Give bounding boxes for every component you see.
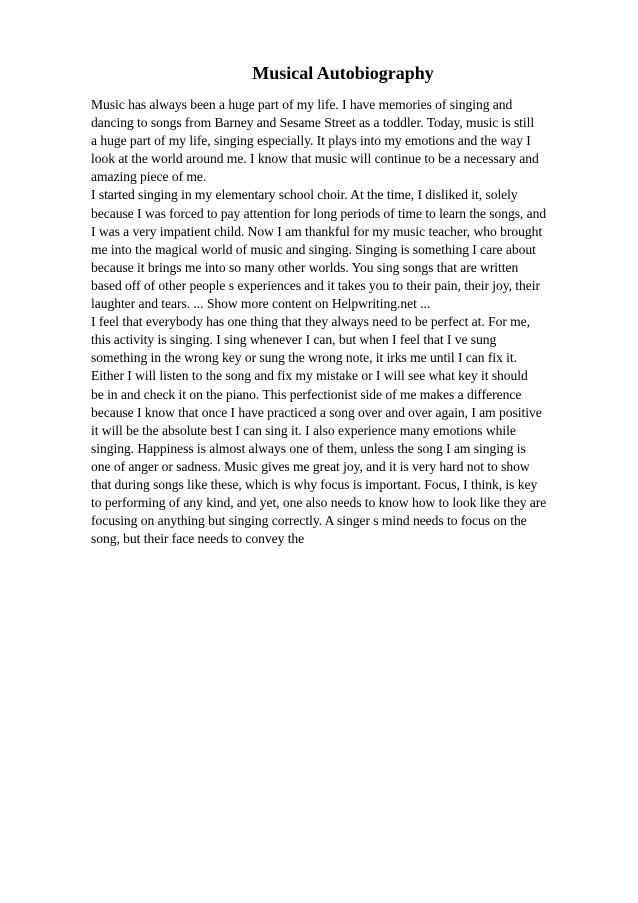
- paragraph-perfection: [91, 313, 591, 548]
- paragraph-choir: [91, 186, 591, 313]
- text-line: to performing of any kind, and yet, one also needs to know how to look like they are: [91, 495, 547, 511]
- paragraph-intro: [91, 96, 591, 186]
- text-line: be in and check it on the piano. This perfectionist side of me makes a difference: [91, 386, 522, 402]
- text-line: amazing piece of me.: [91, 169, 207, 185]
- text-line: dancing to songs from Barney and Sesame Street as a toddler. Today, music is still: [91, 115, 535, 131]
- text-line: a huge part of my life, singing especially. It plays into my emotions and the way I: [91, 133, 531, 149]
- text-line: because it brings me into so many other worlds. You sing songs that are written: [91, 259, 519, 275]
- text-line: because I know that once I have practiced a song over and over again, I am positive: [91, 404, 542, 420]
- text-line: song, but their face needs to convey the: [91, 531, 305, 547]
- text-line: one of anger or sadness. Music gives me great joy, and it is very hard not to show: [91, 458, 530, 474]
- text-line: look at the world around me. I know that music will continue to be a necessary and: [91, 151, 539, 167]
- text-line: focusing on anything but singing correctly. A singer s mind needs to focus on the: [91, 513, 527, 529]
- text-line: Either I will listen to the song and fix my mistake or I will see what key it should: [91, 368, 528, 384]
- text-line: this activity is singing. I sing whenever I can, but when I feel that I ve sung: [91, 332, 497, 348]
- text-line: Music has always been a huge part of my life. I have memories of singing and: [91, 97, 513, 112]
- text-line: it will be the absolute best I can sing it. I also experience many emotions while: [91, 422, 516, 438]
- text-line: I started singing in my elementary school choir. At the time, I disliked it, solely: [91, 187, 518, 203]
- text-line: something in the wrong key or sung the wrong note, it irks me until I can fix it.: [91, 350, 517, 366]
- text-line: me into the magical world of music and singing. Singing is something I care about: [91, 241, 536, 257]
- text-line: that during songs like these, which is why focus is important. Focus, I think, is key: [91, 476, 538, 492]
- text-line: singing. Happiness is almost always one of them, unless the song I am singing is: [91, 440, 526, 456]
- text-line: because I was forced to pay attention for long periods of time to learn the songs, and: [91, 205, 547, 221]
- document-page: [91, 62, 591, 548]
- text-line: I was a very impatient child. Now I am thankful for my music teacher, who brought: [91, 223, 543, 239]
- text-line: laughter and tears. ... Show more content on Helpwriting.net ...: [91, 296, 431, 312]
- text-line: I feel that everybody has one thing that they always need to be perfect at. For me,: [91, 314, 531, 330]
- text-line: based off of other people s experiences and it takes you to their pain, their joy, their: [91, 277, 540, 293]
- document-title: Musical Autobiography: [252, 63, 434, 83]
